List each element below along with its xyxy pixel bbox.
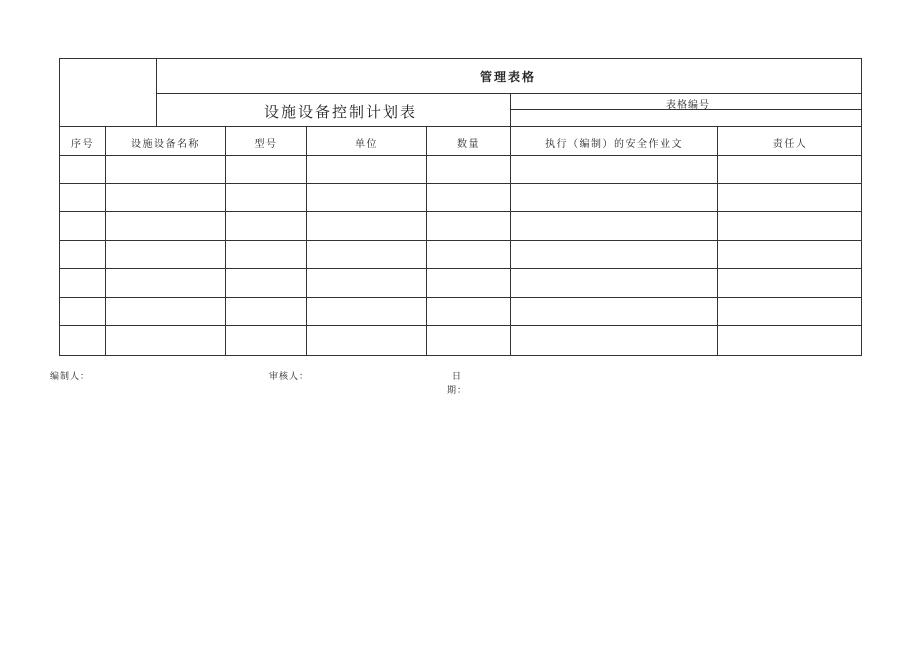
col-header-model: 型号 [254,139,278,150]
prepared-by-label: 编制人： [50,372,91,382]
row-divider [60,183,862,184]
col-header-quantity: 数量 [457,139,480,150]
row-divider [60,297,862,298]
reviewed-by-label: 审核人： [269,372,310,382]
management-form-title: 管理表格 [480,70,537,84]
page-title: 设施设备控制计划表 [264,103,418,121]
row-divider [60,211,862,212]
column-divider [225,126,226,356]
col-header-responsible-person: 责任人 [772,139,808,150]
form-no-divider [510,93,511,127]
title-divider [156,93,862,94]
column-header-bottom [60,155,862,156]
column-divider [105,126,106,356]
col-header-safety-document: 执行（编制）的安全作业文 [545,139,683,150]
col-header-unit: 单位 [355,139,378,150]
column-divider [510,126,511,356]
date-label-line1: 日 [452,372,463,382]
date-label-line2: 期： [447,386,468,396]
col-header-equipment-name: 设施设备名称 [131,139,200,150]
row-divider [60,268,862,269]
column-divider [717,126,718,356]
header-bottom [60,126,862,127]
control-plan-form [59,58,862,356]
col-header-index: 序号 [71,139,94,150]
column-divider [426,126,427,356]
row-divider [60,325,862,326]
column-divider [306,126,307,356]
form-number-label: 表格编号 [666,100,710,111]
row-divider [60,240,862,241]
